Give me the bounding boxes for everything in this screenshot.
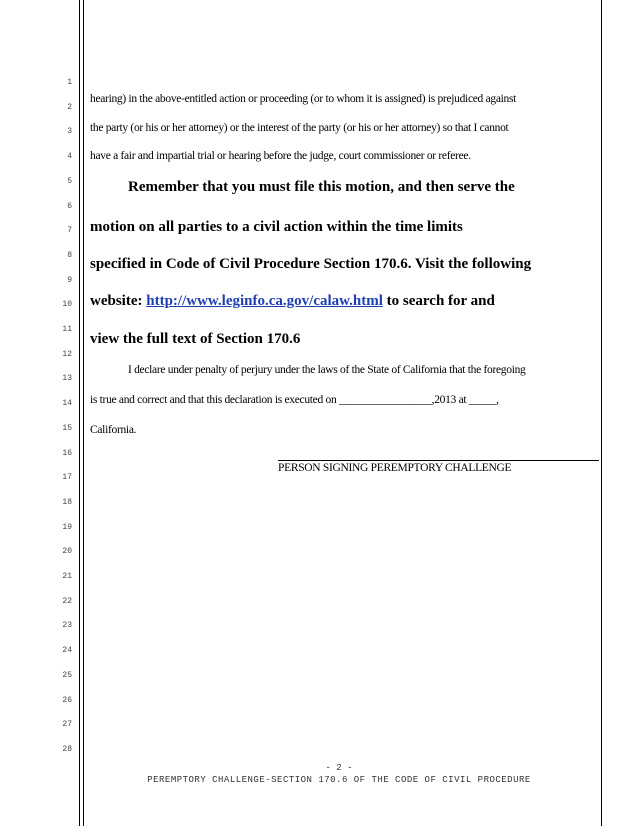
declaration-line: California. [90,424,137,436]
footer-title: PEREMPTORY CHALLENGE-SECTION 170.6 OF THE CODE OF CIVIL PROCEDURE [147,775,531,785]
line-number: 7 [67,226,72,236]
line-number: 12 [62,349,72,359]
declaration-line: is true and correct and that this declaration is executed on _________________,2013 at _____, [90,394,499,406]
line-number: 5 [67,176,72,186]
line-number: 11 [62,325,72,334]
line-number: 21 [62,572,72,581]
notice-line: specified in Code of Civil Procedure Section 170.6. Visit the following [90,256,532,272]
line-number: 2 [67,102,72,112]
pleading-line-numbers [52,0,72,826]
line-number: 8 [67,250,72,260]
line-number: 17 [62,473,72,483]
signature-label: PERSON SIGNING PEREMPTORY CHALLENGE [278,462,512,474]
line-number: 28 [62,744,72,754]
line-number: 24 [62,646,72,656]
line-number: 10 [62,300,72,310]
notice-suffix: to search for and [382,293,495,309]
line-number: 15 [62,423,72,433]
line-number: 16 [62,448,72,458]
paragraph-line: the party (or his or her attorney) or the interest of the party (or his or her attorney) so that I cannot [90,122,509,134]
notice-line-with-link [90,292,495,310]
line-number: 3 [67,127,72,137]
left-margin-line-outer [79,0,80,826]
line-number: 13 [62,374,72,384]
line-number: 19 [62,522,72,532]
line-number: 22 [62,596,72,606]
notice-line: motion on all parties to a civil action within the time limits [90,219,463,235]
line-number: 14 [62,399,72,409]
declaration-line: I declare under penalty of perjury under the laws of the State of California that the foregoing [128,364,526,376]
right-margin-line [601,0,602,826]
leginfo-link[interactable]: http://www.leginfo.ca.gov/calaw.html [146,293,383,309]
line-number: 27 [62,720,72,730]
line-number: 1 [67,78,72,87]
line-number: 9 [67,275,72,285]
line-number: 18 [62,497,72,507]
paragraph-line: hearing) in the above-entitled action or proceeding (or to whom it is assigned) is prejudiced against [90,93,517,105]
notice-prefix: website: [90,293,147,309]
paragraph-line: have a fair and impartial trial or hearing before the judge, court commissioner or referee. [90,150,471,162]
notice-line: view the full text of Section 170.6 [90,331,301,347]
signature-line [278,460,599,461]
line-number: 26 [62,695,72,705]
line-number: 23 [62,621,72,631]
left-margin-line-inner [83,0,84,826]
notice-line: Remember that you must file this motion, and then serve the [128,179,515,195]
line-number: 4 [67,152,72,162]
line-number: 20 [62,547,72,557]
line-number: 6 [67,201,72,211]
page-number: - 2 - [325,763,353,773]
line-number: 25 [62,670,72,680]
